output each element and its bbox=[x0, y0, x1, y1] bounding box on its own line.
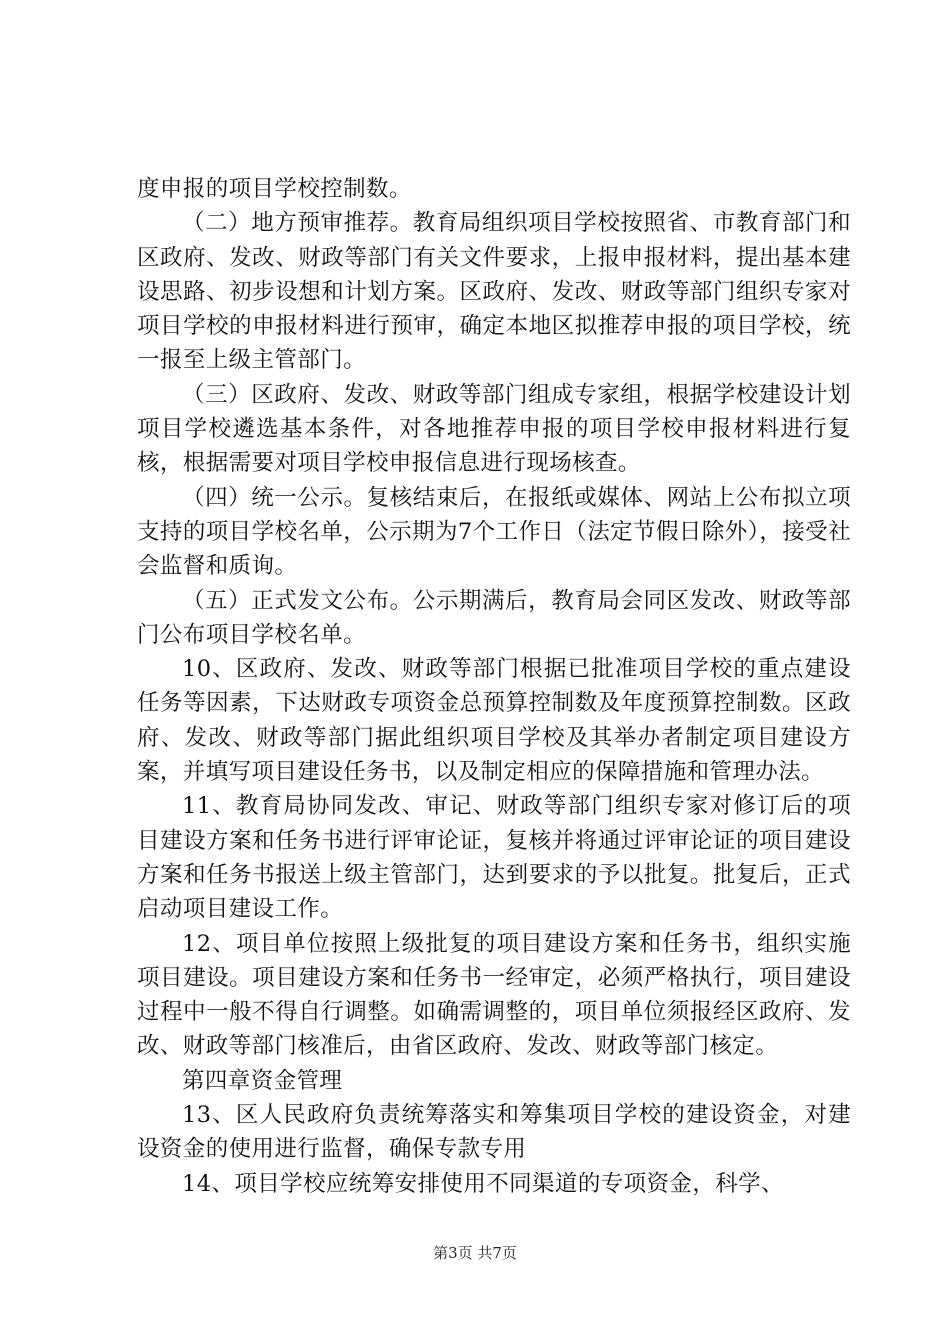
paragraph-item-11: 11、教育局协同发改、审记、财政等部门组织专家对修订后的项目建设方案和任务书进行评审论证，复核并将通过评审论证的项目建设方案和任务书报送上级主管部门，达到要求的予以批复。批复后，正式启动项目建设工作。 bbox=[137, 793, 851, 923]
paragraph-expert-review: （三）区政府、发改、财政等部门组成专家组，根据学校建设计划项目学校遴选基本条件，对各地推荐申报的项目学校申报材料进行复核，根据需要对项目学校申报信息进行现场核查。 bbox=[137, 381, 851, 477]
paragraph-item-12: 12、项目单位按照上级批复的项目建设方案和任务书，组织实施项目建设。项目建设方案和任务书一经审定，必须严格执行，项目建设过程中一般不得自行调整。如确需调整的，项目单位须报经区政府、发改、财政等部门核准后，由省区政府、发改、财政等部门核定。 bbox=[137, 930, 851, 1060]
paragraph-continuation: 度申报的项目学校控制数。 bbox=[137, 176, 412, 202]
paragraph-public-notice: （四）统一公示。复核结束后，在报纸或媒体、网站上公布拟立项支持的项目学校名单，公示期为7个工作日（法定节假日除外），接受社会监督和质询。 bbox=[137, 484, 851, 580]
paragraph-official-release: （五）正式发文公布。公示期满后，教育局会同区发改、财政等部门公布项目学校名单。 bbox=[137, 587, 851, 648]
paragraph-item-13: 13、区人民政府负责统筹落实和筹集项目学校的建设资金，对建设资金的使用进行监督，确保专款专用 bbox=[137, 1102, 851, 1163]
page-footer: 第3页 共7页 bbox=[433, 1244, 517, 1262]
paragraph-local-pre-review: （二）地方预审推荐。教育局组织项目学校按照省、市教育部门和区政府、发改、财政等部门有关文件要求，上报申报材料，提出基本建设思路、初步设想和计划方案。区政府、发改、财政等部门组织专家对项目学校的申报材料进行预审，确定本地区拟推荐申报的项目学校，统一报至上级主管部门。 bbox=[137, 210, 851, 374]
paragraph-item-14: 14、项目学校应统筹安排使用不同渠道的专项资金，科学、 bbox=[182, 1170, 784, 1197]
chapter-heading: 第四章资金管理 bbox=[182, 1067, 343, 1094]
paragraph-item-10: 10、区政府、发改、财政等部门根据已批准项目学校的重点建设任务等因素，下达财政专项资金总预算控制数及年度预算控制数。区政府、发改、财政等部门据此组织项目学校及其举办者制定项目建设方案，并填写项目建设任务书，以及制定相应的保障措施和管理办法。 bbox=[137, 656, 851, 786]
document-body bbox=[137, 172, 851, 1201]
